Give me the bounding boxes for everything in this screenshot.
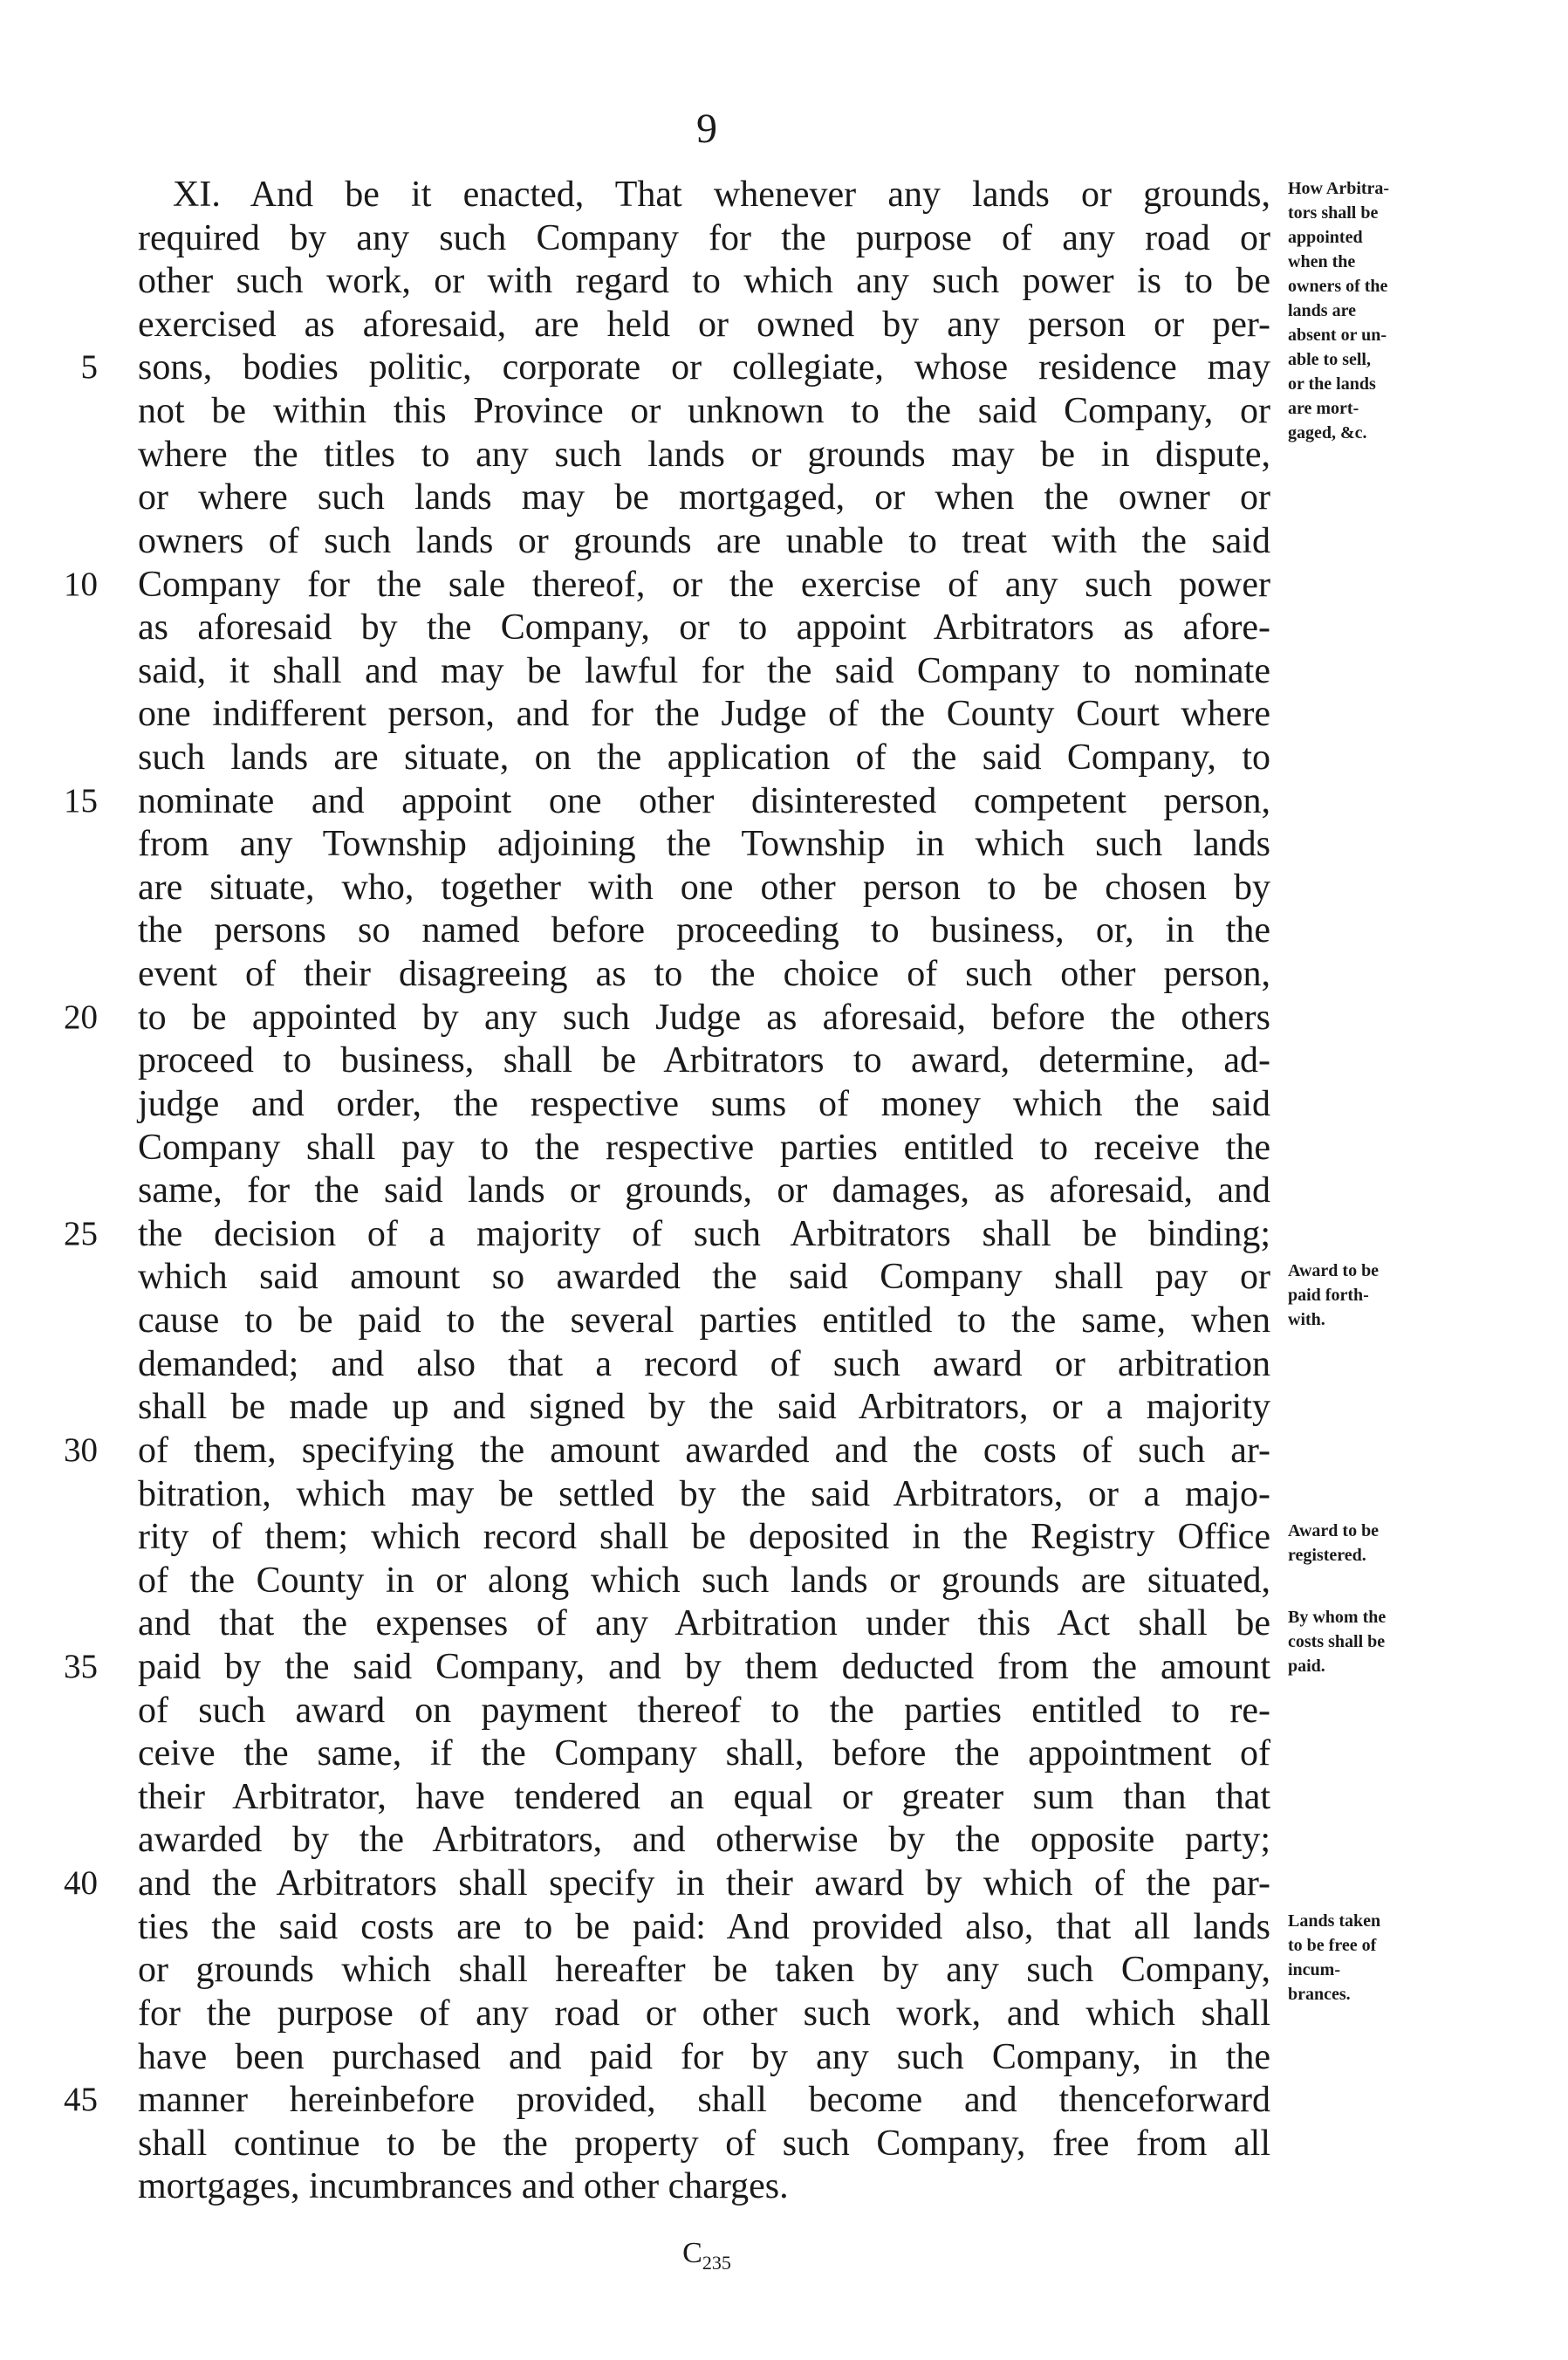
text-line: XI. And be it enacted, That whenever any lands or grounds, <box>173 175 1270 215</box>
text-line: judge and order, the respective sums of money which the said <box>138 1084 1270 1124</box>
text-line: shall continue to be the property of such Company, free from all <box>138 2123 1270 2164</box>
side-note-line: able to sell, <box>1288 350 1371 369</box>
text-line: owners of such lands or grounds are unable to treat with the said <box>138 521 1270 561</box>
text-line: said, it shall and may be lawful for the said Company to nominate <box>138 651 1270 691</box>
text-line: from any Township adjoining the Township in which such lands <box>138 824 1270 864</box>
page-number: 9 <box>696 106 717 152</box>
signature-number: 235 <box>702 2251 731 2274</box>
text-line: bitration, which may be settled by the said Arbitrators, or a majo- <box>138 1474 1270 1514</box>
text-line: ties the said costs are to be paid: And provided also, that all lands <box>138 1907 1270 1947</box>
text-line: event of their disagreeing as to the choice of such other person, <box>138 954 1270 994</box>
text-line: demanded; and also that a record of such award or arbitration <box>138 1344 1270 1384</box>
side-note-line: gaged, &c. <box>1288 423 1367 442</box>
text-line: shall be made up and signed by the said Arbitrators, or a majority <box>138 1387 1270 1427</box>
side-note-line: How Arbitra- <box>1288 179 1390 198</box>
text-line: have been purchased and paid for by any such Company, in the <box>138 2037 1270 2077</box>
signature-letter: C <box>682 2237 702 2269</box>
text-line: manner hereinbefore provided, shall become and thenceforward <box>138 2080 1270 2120</box>
line-number: 40 <box>64 1864 98 1902</box>
side-note-line: incum- <box>1288 1960 1340 1979</box>
text-line: or where such lands may be mortgaged, or when the owner or <box>138 477 1270 518</box>
side-note-line: appointed <box>1288 228 1363 247</box>
text-line: exercised as aforesaid, are held or owned by any person or per- <box>138 305 1270 345</box>
side-note-line: brances. <box>1288 1985 1351 2004</box>
side-note-line: tors shall be <box>1288 203 1379 223</box>
text-line: their Arbitrator, have tendered an equal or greater sum than that <box>138 1777 1270 1817</box>
text-line: same, for the said lands or grounds, or damages, as aforesaid, and <box>138 1170 1270 1211</box>
text-line: or grounds which shall hereafter be taken by any such Company, <box>138 1950 1270 1990</box>
text-line: of such award on payment thereof to the parties entitled to re- <box>138 1691 1270 1731</box>
text-line: Company for the sale thereof, or the exercise of any such power <box>138 565 1270 605</box>
side-note-line: costs shall be <box>1288 1632 1386 1651</box>
text-line: of them, specifying the amount awarded and the costs of such ar- <box>138 1430 1270 1471</box>
side-note-line: Award to be <box>1288 1261 1380 1280</box>
line-number: 30 <box>64 1431 98 1469</box>
side-note-line: are mort- <box>1288 399 1359 418</box>
text-line: not be within this Province or unknown to the said Company, or <box>138 391 1270 431</box>
text-line: nominate and appoint one other disinterested competent person, <box>138 781 1270 821</box>
side-note-line: absent or un- <box>1288 326 1387 345</box>
text-line: are situate, who, together with one other person to be chosen by <box>138 868 1270 908</box>
line-number: 35 <box>64 1648 98 1685</box>
text-line: which said amount so awarded the said Company shall pay or <box>138 1257 1270 1297</box>
line-number: 15 <box>64 782 98 820</box>
text-line: of the County in or along which such lands or grounds are situated, <box>138 1561 1270 1601</box>
side-note-line: or the lands <box>1288 374 1376 394</box>
text-line: ceive the same, if the Company shall, before the appointment of <box>138 1733 1270 1773</box>
side-note-line: owners of the <box>1288 277 1388 296</box>
text-line: the decision of a majority of such Arbitrators shall be binding; <box>138 1214 1270 1254</box>
side-note-line: Award to be <box>1288 1521 1380 1540</box>
text-line: Company shall pay to the respective parties entitled to receive the <box>138 1128 1270 1168</box>
text-line: rity of them; which record shall be deposited in the Registry Office <box>138 1517 1270 1557</box>
text-line: the persons so named before proceeding to business, or, in the <box>138 910 1270 950</box>
line-number: 10 <box>64 566 98 603</box>
text-line: and the Arbitrators shall specify in their award by which of the par- <box>138 1863 1270 1904</box>
text-line: such lands are situate, on the application of the said Company, to <box>138 738 1270 778</box>
text-line: other such work, or with regard to which any such power is to be <box>138 261 1270 301</box>
text-line: paid by the said Company, and by them deducted from the amount <box>138 1647 1270 1687</box>
text-line: mortgages, incumbrances and other charges. <box>138 2166 789 2206</box>
text-line: to be appointed by any such Judge as aforesaid, before the others <box>138 998 1270 1038</box>
text-line: proceed to business, shall be Arbitrators to award, determine, ad- <box>138 1040 1270 1081</box>
text-line: and that the expenses of any Arbitration under this Act shall be <box>138 1603 1270 1643</box>
line-number: 25 <box>64 1215 98 1252</box>
side-note-line: By whom the <box>1288 1608 1387 1627</box>
text-line: cause to be paid to the several parties entitled to the same, when <box>138 1300 1270 1341</box>
side-note-line: paid. <box>1288 1657 1325 1676</box>
text-line: required by any such Company for the purpose of any road or <box>138 218 1270 258</box>
side-note-line: lands are <box>1288 301 1356 320</box>
text-line: sons, bodies politic, corporate or collegiate, whose residence may <box>138 347 1270 388</box>
line-number: 5 <box>80 348 98 386</box>
side-note-line: to be free of <box>1288 1936 1377 1955</box>
side-note-line: with. <box>1288 1310 1325 1329</box>
line-number: 45 <box>64 2081 98 2118</box>
printer-signature <box>0 2234 1414 2282</box>
side-note-line: Lands taken <box>1288 1911 1381 1931</box>
side-note-line: when the <box>1288 252 1356 271</box>
text-line: awarded by the Arbitrators, and otherwise by the opposite party; <box>138 1820 1270 1860</box>
side-note-line: paid forth- <box>1288 1286 1369 1305</box>
text-line: where the titles to any such lands or grounds may be in dispute, <box>138 435 1270 475</box>
text-line: as aforesaid by the Company, or to appoint Arbitrators as afore- <box>138 607 1270 648</box>
text-line: one indifferent person, and for the Judge of the County Court where <box>138 694 1270 734</box>
side-note-line: registered. <box>1288 1546 1366 1565</box>
line-number: 20 <box>64 998 98 1036</box>
text-line: for the purpose of any road or other such work, and which shall <box>138 1993 1270 2034</box>
